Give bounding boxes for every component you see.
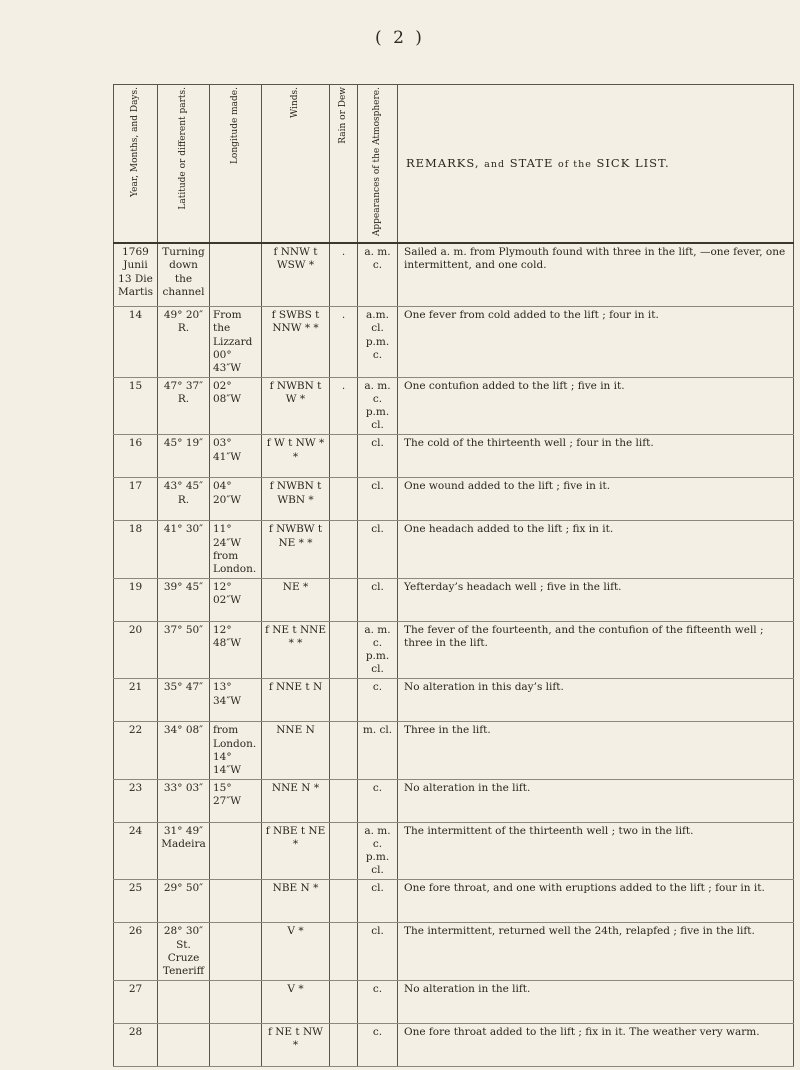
cell-latitude: 28° 30″ St. Cruze Teneriff — [158, 923, 210, 981]
cell-longitude: 04° 20″W — [210, 478, 262, 521]
cell-rain — [330, 822, 358, 880]
table-row — [114, 679, 794, 722]
cell-winds: f W t NW * * — [262, 435, 330, 478]
cell-longitude — [210, 880, 262, 923]
cell-date: 19 — [114, 578, 158, 621]
cell-appearances: c. — [358, 779, 398, 822]
cell-date: 28 — [114, 1023, 158, 1066]
cell-remarks: Sailed a. m. from Plymouth found with three in the lift, —one fever, one intermittent, and one cold. — [398, 243, 794, 307]
cell-rain — [330, 679, 358, 722]
cell-winds: f NNW t WSW * — [262, 243, 330, 307]
cell-latitude: 47° 37″ R. — [158, 377, 210, 435]
cell-winds: f NWBW t NE * * — [262, 521, 330, 579]
cell-rain: . — [330, 243, 358, 307]
cell-longitude — [210, 980, 262, 1023]
cell-rain — [330, 923, 358, 981]
cell-rain — [330, 722, 358, 780]
cell-appearances: a. m. c. p.m. cl. — [358, 621, 398, 679]
cell-rain: . — [330, 377, 358, 435]
cell-remarks: The intermittent, returned well the 24th, relapfed ; five in the lift. — [398, 923, 794, 981]
cell-winds: f NWBN t WBN * — [262, 478, 330, 521]
cell-latitude: Turning down the channel — [158, 243, 210, 307]
cell-latitude: 37° 50″ — [158, 621, 210, 679]
cell-longitude — [210, 822, 262, 880]
header-longitude: Longitude made. — [210, 85, 262, 244]
cell-remarks: No alteration in the lift. — [398, 980, 794, 1023]
header-rain: Rain or Dew — [330, 85, 358, 244]
table-row — [114, 621, 794, 679]
cell-longitude: 03° 41″W — [210, 435, 262, 478]
cell-appearances: cl. — [358, 435, 398, 478]
cell-longitude: 02° 08″W — [210, 377, 262, 435]
cell-longitude: from London. 14° 14″W — [210, 722, 262, 780]
table-row — [114, 980, 794, 1023]
page-number: ( 2 ) — [375, 28, 425, 48]
cell-winds: V * — [262, 923, 330, 981]
cell-appearances: a. m. c. p.m. cl. — [358, 377, 398, 435]
cell-longitude: 11° 24″W from London. — [210, 521, 262, 579]
cell-winds: NE * — [262, 578, 330, 621]
cell-date: 23 — [114, 779, 158, 822]
table-row — [114, 307, 794, 378]
table-row — [114, 779, 794, 822]
cell-longitude: 13° 34″W — [210, 679, 262, 722]
cell-latitude: 49° 20″ R. — [158, 307, 210, 378]
header-date: Year, Months, and Days. — [114, 85, 158, 244]
cell-remarks: One fever from cold added to the lift ; four in it. — [398, 307, 794, 378]
cell-date: 24 — [114, 822, 158, 880]
cell-date: 26 — [114, 923, 158, 981]
table-row — [114, 722, 794, 780]
cell-date: 14 — [114, 307, 158, 378]
cell-winds: f NBE t NE * — [262, 822, 330, 880]
cell-appearances: a. m. c. — [358, 243, 398, 307]
cell-winds: f NE t NNE * * — [262, 621, 330, 679]
cell-appearances: c. — [358, 980, 398, 1023]
cell-latitude: 41° 30″ — [158, 521, 210, 579]
cell-date: 22 — [114, 722, 158, 780]
table-row — [114, 243, 794, 307]
table-row — [114, 578, 794, 621]
cell-longitude — [210, 923, 262, 981]
cell-winds: NBE N * — [262, 880, 330, 923]
cell-date: 20 — [114, 621, 158, 679]
header-latitude: Latitude or different parts. — [158, 85, 210, 244]
cell-longitude: 15° 27″W — [210, 779, 262, 822]
cell-remarks: Yefterday’s headach well ; five in the lift. — [398, 578, 794, 621]
cell-date: 21 — [114, 679, 158, 722]
cell-latitude: 39° 45″ — [158, 578, 210, 621]
cell-rain — [330, 478, 358, 521]
cell-remarks: No alteration in this day’s lift. — [398, 679, 794, 722]
header-remarks: REMARKS, and STATE of the SICK LIST. — [398, 85, 794, 244]
cell-longitude: 12° 02″W — [210, 578, 262, 621]
table-row — [114, 377, 794, 435]
cell-appearances: a. m. c. p.m. cl. — [358, 822, 398, 880]
cell-winds: f NNE t N — [262, 679, 330, 722]
cell-winds: NNE N * — [262, 779, 330, 822]
cell-remarks: The intermittent of the thirteenth well ; two in the lift. — [398, 822, 794, 880]
cell-remarks: One wound added to the lift ; five in it. — [398, 478, 794, 521]
cell-date: 1769 Junii 13 Die Martis — [114, 243, 158, 307]
table-row — [114, 521, 794, 579]
cell-winds: NNE N — [262, 722, 330, 780]
table-row — [114, 1023, 794, 1066]
cell-appearances: c. — [358, 679, 398, 722]
cell-rain — [330, 435, 358, 478]
cell-longitude: From the Lizzard 00° 43″W — [210, 307, 262, 378]
cell-longitude — [210, 243, 262, 307]
cell-remarks: The cold of the thirteenth well ; four in the lift. — [398, 435, 794, 478]
header-appearances: Appearances of the Atmosphere. — [358, 85, 398, 244]
cell-latitude: 43° 45″ R. — [158, 478, 210, 521]
cell-appearances: cl. — [358, 478, 398, 521]
cell-remarks: Three in the lift. — [398, 722, 794, 780]
cell-winds: V * — [262, 980, 330, 1023]
cell-date: 25 — [114, 880, 158, 923]
cell-latitude: 29° 50″ — [158, 880, 210, 923]
cell-date: 27 — [114, 980, 158, 1023]
cell-latitude — [158, 1023, 210, 1066]
cell-rain — [330, 980, 358, 1023]
cell-winds: f SWBS t NNW * * — [262, 307, 330, 378]
header-row — [114, 85, 794, 244]
cell-remarks: One contufion added to the lift ; five in it. — [398, 377, 794, 435]
cell-rain — [330, 521, 358, 579]
cell-winds: f NWBN t W * — [262, 377, 330, 435]
cell-latitude: 45° 19″ — [158, 435, 210, 478]
table-row — [114, 822, 794, 880]
cell-longitude — [210, 1023, 262, 1066]
cell-rain: . — [330, 307, 358, 378]
cell-winds: f NE t NW * — [262, 1023, 330, 1066]
cell-date: 15 — [114, 377, 158, 435]
cell-latitude: 33° 03″ — [158, 779, 210, 822]
cell-rain — [330, 578, 358, 621]
weather-sick-list-table — [113, 84, 794, 1067]
cell-latitude: 35° 47″ — [158, 679, 210, 722]
cell-rain — [330, 779, 358, 822]
cell-rain — [330, 621, 358, 679]
cell-appearances: cl. — [358, 578, 398, 621]
cell-appearances: cl. — [358, 880, 398, 923]
cell-rain — [330, 1023, 358, 1066]
cell-date: 18 — [114, 521, 158, 579]
cell-appearances: a.m. cl. p.m. c. — [358, 307, 398, 378]
cell-date: 16 — [114, 435, 158, 478]
cell-appearances: c. — [358, 1023, 398, 1066]
cell-longitude: 12° 48″W — [210, 621, 262, 679]
cell-remarks: One fore throat added to the lift ; fix in it. The weather very warm. — [398, 1023, 794, 1066]
cell-remarks: One fore throat, and one with eruptions added to the lift ; four in it. — [398, 880, 794, 923]
cell-appearances: cl. — [358, 923, 398, 981]
table-row — [114, 880, 794, 923]
cell-appearances: m. cl. — [358, 722, 398, 780]
cell-rain — [330, 880, 358, 923]
cell-remarks: One headach added to the lift ; fix in it. — [398, 521, 794, 579]
table-row — [114, 435, 794, 478]
cell-remarks: No alteration in the lift. — [398, 779, 794, 822]
cell-appearances: cl. — [358, 521, 398, 579]
cell-latitude — [158, 980, 210, 1023]
cell-remarks: The fever of the fourteenth, and the contufion of the fifteenth well ; three in the lift. — [398, 621, 794, 679]
header-winds: Winds. — [262, 85, 330, 244]
cell-latitude: 31° 49″ Madeira — [158, 822, 210, 880]
cell-date: 17 — [114, 478, 158, 521]
cell-latitude: 34° 08″ — [158, 722, 210, 780]
table-row — [114, 923, 794, 981]
table-row — [114, 478, 794, 521]
